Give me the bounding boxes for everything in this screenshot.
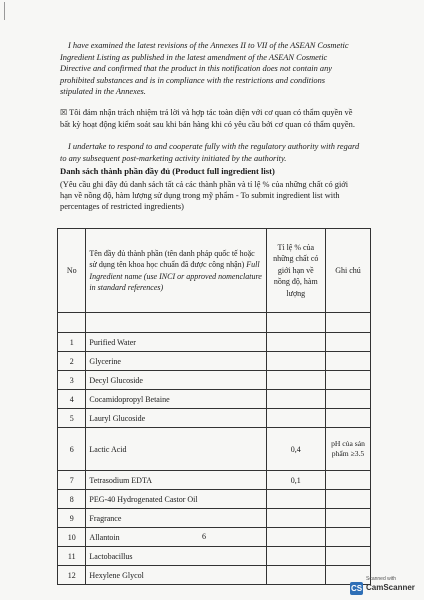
scan-edge-mark — [4, 2, 13, 20]
row-ingredient: Tetrasodium EDTA — [86, 471, 266, 490]
header-name-vi: Tên đầy đủ thành phần (tên danh pháp quốc tế hoặc sử dụng tên khoa học chuẩn đã được công nhận) — [89, 248, 255, 269]
row-note: pH của sản phẩm ≥3.5 — [326, 428, 371, 471]
undertake-paragraph: I undertake to respond to and cooperate fully with the regulatory authority with regard to any subsequent post-marketing activity initiated by the authority. — [60, 142, 360, 163]
row-percentage — [266, 390, 325, 409]
table-header-row — [58, 229, 371, 313]
row-percentage — [266, 547, 325, 566]
row-no: 8 — [58, 490, 86, 509]
row-percentage — [266, 528, 325, 547]
row-ingredient: PEG-40 Hydrogenated Castor Oil — [86, 490, 266, 509]
header-percentage: Tỉ lệ % của những chất có giới hạn về nồng độ, hàm lượng — [266, 229, 325, 313]
row-no: 4 — [58, 390, 86, 409]
row-percentage — [266, 490, 325, 509]
watermark-caption: Scanned with — [366, 576, 397, 582]
row-percentage — [266, 352, 325, 371]
row-ingredient: Lactic Acid — [86, 428, 266, 471]
checkbox-checked-icon: ☒ — [60, 108, 68, 117]
table-row — [58, 471, 371, 490]
row-ingredient: Cocamidopropyl Betaine — [86, 390, 266, 409]
camscanner-watermark — [350, 576, 418, 596]
row-no: 9 — [58, 509, 86, 528]
header-name-en: Full Ingredient name (use INCI or approved nomenclature in standard references) — [89, 260, 262, 292]
row-note — [326, 490, 371, 509]
row-percentage — [266, 566, 325, 585]
row-percentage — [266, 333, 325, 352]
row-ingredient: Purified Water — [86, 333, 266, 352]
row-ingredient: Lauryl Glucoside — [86, 409, 266, 428]
table-row — [58, 428, 371, 471]
row-percentage: 0,1 — [266, 471, 325, 490]
row-note — [326, 352, 371, 371]
row-ingredient: Hexylene Glycol — [86, 566, 266, 585]
table-row — [58, 409, 371, 428]
table-row — [58, 333, 371, 352]
responsibility-text — [60, 107, 360, 130]
row-percentage — [266, 409, 325, 428]
table-row — [58, 566, 371, 585]
annex-paragraph: I have examined the latest revisions of the Annexes II to VII of the ASEAN Cosmetic Ingredient Listing as published in the latest amendment of the ASEAN Cosmetic Directive and confirmed that the product in this notification does not contain any prohibited substances and is in compliance with the restrictions and conditions stipulated in the Annexes. — [60, 41, 349, 96]
row-percentage: 0,4 — [266, 428, 325, 471]
row-note — [326, 528, 371, 547]
row-ingredient: Glycerine — [86, 352, 266, 371]
row-note — [326, 409, 371, 428]
section-instructions: (Yêu cầu ghi đầy đủ danh sách tất cả các thành phần và tỉ lệ % của những chất có giới hạn về nồng độ, hàm lượng sử dụng trong mỹ phẩm - To submit ingredient list with percentages of restricted ingredients) — [60, 180, 349, 211]
page-number: 6 — [202, 532, 206, 541]
row-note — [326, 509, 371, 528]
header-ingredient-name — [86, 229, 266, 313]
responsibility-vi: Tôi đảm nhận trách nhiệm trả lời và hợp tác toàn diện với cơ quan có thẩm quyền về bất kỳ hoạt động kiểm soát sau khi bán hàng khi có yêu cầu bởi cơ quan có thẩm quyền. — [60, 108, 355, 129]
row-ingredient: Fragrance — [86, 509, 266, 528]
section-heading: Danh sách thành phần đầy đủ (Product full ingredient list) — [60, 166, 275, 176]
table-row — [58, 547, 371, 566]
table-row — [58, 371, 371, 390]
responsibility-declaration — [60, 107, 360, 130]
table-row — [58, 528, 371, 547]
row-no: 5 — [58, 409, 86, 428]
ingredient-table — [57, 228, 371, 585]
row-ingredient: Lactobacillus — [86, 547, 266, 566]
row-note — [326, 471, 371, 490]
table-row — [58, 390, 371, 409]
row-no: 1 — [58, 333, 86, 352]
row-percentage — [266, 509, 325, 528]
table-spacer-row — [58, 313, 371, 333]
row-no: 3 — [58, 371, 86, 390]
table-row — [58, 490, 371, 509]
camscanner-logo-icon: CS — [350, 584, 363, 593]
row-percentage — [266, 371, 325, 390]
row-no: 6 — [58, 428, 86, 471]
row-no: 2 — [58, 352, 86, 371]
row-note — [326, 547, 371, 566]
row-no: 7 — [58, 471, 86, 490]
row-note — [326, 371, 371, 390]
row-no: 11 — [58, 547, 86, 566]
table-row — [58, 509, 371, 528]
row-ingredient: Allantoin — [86, 528, 266, 547]
header-note: Ghi chú — [326, 229, 371, 313]
row-ingredient: Decyl Glucoside — [86, 371, 266, 390]
watermark-brand: CamScanner — [366, 583, 415, 592]
header-no: No — [58, 229, 86, 313]
row-note — [326, 390, 371, 409]
row-note — [326, 333, 371, 352]
table-row — [58, 352, 371, 371]
row-no: 12 — [58, 566, 86, 585]
row-no: 10 — [58, 528, 86, 547]
annex-declaration — [60, 40, 360, 98]
